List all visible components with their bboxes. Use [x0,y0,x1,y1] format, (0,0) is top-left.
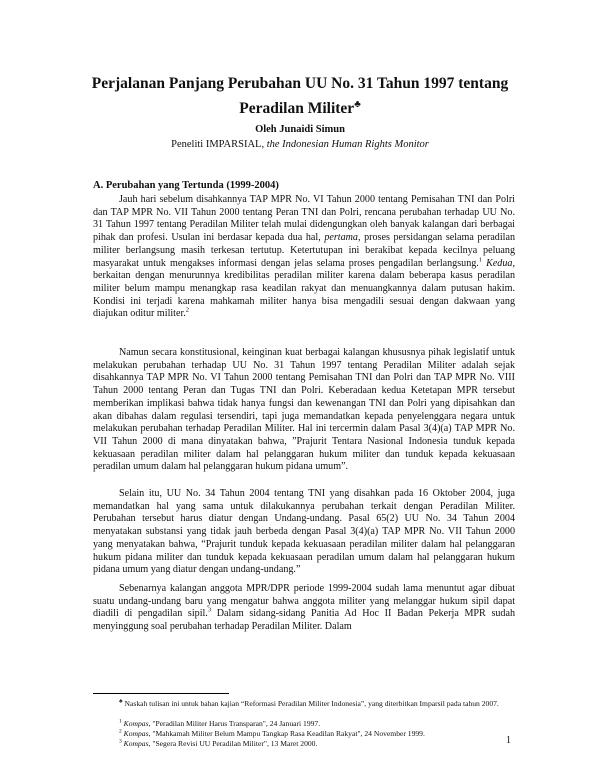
footnote-3-source: Kompas [123,739,149,748]
footnote-1-text: , "Peradilan Militer Harus Transparan", 24 Januari 1997. [148,719,321,728]
footnote-ref-1[interactable]: 1 [478,256,483,264]
affiliation-text: Peneliti IMPARSIAL, [171,139,267,150]
footnote-marker-club[interactable]: ♣ [354,99,361,110]
footnote-0 [93,699,515,709]
paragraph-3: Selain itu, UU No. 34 Tahun 2004 tentang TNI yang disahkan pada 16 Oktober 2004, juga memandatkan hal yang sama untuk dilakukannya perubahan terkait dengan Peradilan Militer. Perubahan tersebut harus diatur dengan Undang-undang. Pasal 65(2) UU No. 34 Tahun 2004 menyatakan substansi yang tidak jauh berbeda dengan Pasal 3(4)(a) TAP MPR No. VII Tahun 2000 yang menyatakan bahwa, “Prajurit tunduk kepada kekuasaan peradilan militer dalam hal pelanggaran hukum pidana militer dan tunduk kepada kekuasaan peradilan umum dalam hal pelanggaran hukum pidana umum yang diatur dengan undang-undang.” [93,488,515,576]
author-name: Oleh Junaidi Simun [255,124,345,135]
footnote-2 [93,729,515,739]
p1-text-b: , proses persidangan selama peradilan militer berlangsung masih terkesan tertutup. Ketertutupan ini berakibat kepada kecilnya peluang masyarakat untuk mengakses informasi dengan jelas selama proses pengadilan berlangsung. [93,232,515,269]
footnote-3-mark: 3 [119,738,122,745]
footnote-0-mark: ♣ [119,698,123,705]
footnote-1 [93,719,515,729]
footnote-2-mark: 2 [119,728,122,735]
footnote-3-text: , "Segera Revisi UU Peradilan Militer", 13 Maret 2000. [148,739,318,748]
p1-text-a: Jauh hari sebelum disahkannya TAP MPR No. VI Tahun 2000 tentang Pemisahan TNI dan Polri dan TAP MPR No. VII Tahun 2000 tentang Peran TNI dan Polri, rencana perubahan terhadap UU No. 31 Tahun 1997 tentang Peradilan Militer telah mulai didengungkan oleh banyak kalangan dari berbagai pihak dan profesi. Usulan ini berdasar kepada dua hal, [93,194,515,244]
p4-text-a: Sebenarnya kalangan anggota MPR/DPR periode 1999-2004 sudah lama menuntut agar dibuat suatu undang-undang baru yang mengatur bahwa anggota militer yang melanggar hukum sipil dapat diadili di pengadilan sipil. [93,583,515,620]
footnote-ref-2[interactable]: 2 [185,306,190,314]
affiliation-italic: the Indonesian Human Rights Monitor [266,139,429,150]
author-affiliation [0,139,600,150]
title-line-2-text: Peradilan Militer [239,100,355,118]
footnote-divider [93,693,229,694]
footnote-3 [93,739,515,749]
footnote-0-text: Naskah tulisan ini untuk bahan kajian “Reformasi Peradilan Militer Indonesia”, yang diterbitkan Imparsil pada tahun 2007. [122,699,499,708]
footnote-2-source: Kompas [123,729,149,738]
footnote-2-text: , "Mahkamah Militer Belum Mampu Tangkap Rasa Keadilan Rakyat", 24 November 1999. [148,729,425,738]
paragraph-4 [93,583,515,634]
footnote-1-mark: 1 [119,718,122,725]
p1-italic-pertama: pertama [324,232,358,244]
footnote-ref-3[interactable]: 3 [207,607,212,615]
paper-title [80,73,520,119]
title-line-2 [80,94,520,119]
footnote-1-source: Kompas [123,719,149,728]
p1-text-c: , berkaitan dengan menurunnya kredibilitas peradilan militer karena dalam beberapa kasus peradilan militer belum mampu menangkap rasa keadilan rakyat dan menuangkannya dalam putusan hakim. Kondisi ini terjadi karena mahkamah militer hanya bisa mengadili sesuai dengan dakwaan yang diajukan oditur militer. [93,257,515,320]
section-heading: A. Perubahan yang Tertunda (1999-2004) [93,180,279,191]
paragraph-1 [93,194,515,321]
page-number: 1 [506,735,511,746]
title-line-1: Perjalanan Panjang Perubahan UU No. 31 Tahun 1997 tentang [91,75,509,92]
p4-text-b: Dalam sidang-sidang Panitia Ad Hoc II Badan Pekerja MPR sudah menyinggung soal perubahan terhadap Peradilan Militer. Dalam [93,608,515,633]
p1-italic-kedua: Kedua [482,257,513,269]
paragraph-2: Namun secara konstitusional, keinginan kuat berbagai kalangan khususnya pihak legislatif untuk melakukan perubahan terhadap UU No. 31 Tahun 1997 tentang Peradilan Militer adalah sejak disahkannya TAP MPR No. VI Tahun 2000 tentang Pemisahan TNI dan Polri dan TAP MPR No. VIII Tahun 2000 tentang Peran dan Tugas TNI dan Polri. Keberadaan kedua Ketetapan MPR tersebut memberikan implikasi bahwa tidak hanya fungsi dan kewenangan TNI dan Polri yang dipisahkan dan akan dibahas dalam regulasi tersendiri, tapi juga memandatkan kepada penyelenggara negara untuk melakukan perubahan terhadap Peradilan Militer. Hal ini tercermin dalam Pasal 3(4)(a) TAP MPR No. VII Tahun 2000 di mana dinyatakan bahwa, ”Prajurit Tentara Nasional Indonesia tunduk kepada kekuasaan peradilan militer dalam hal pelanggaran hukum militer dan tunduk kepada kekuasaan peradilan umum dalam hal pelanggaran hukum pidana umum”. [93,347,515,473]
